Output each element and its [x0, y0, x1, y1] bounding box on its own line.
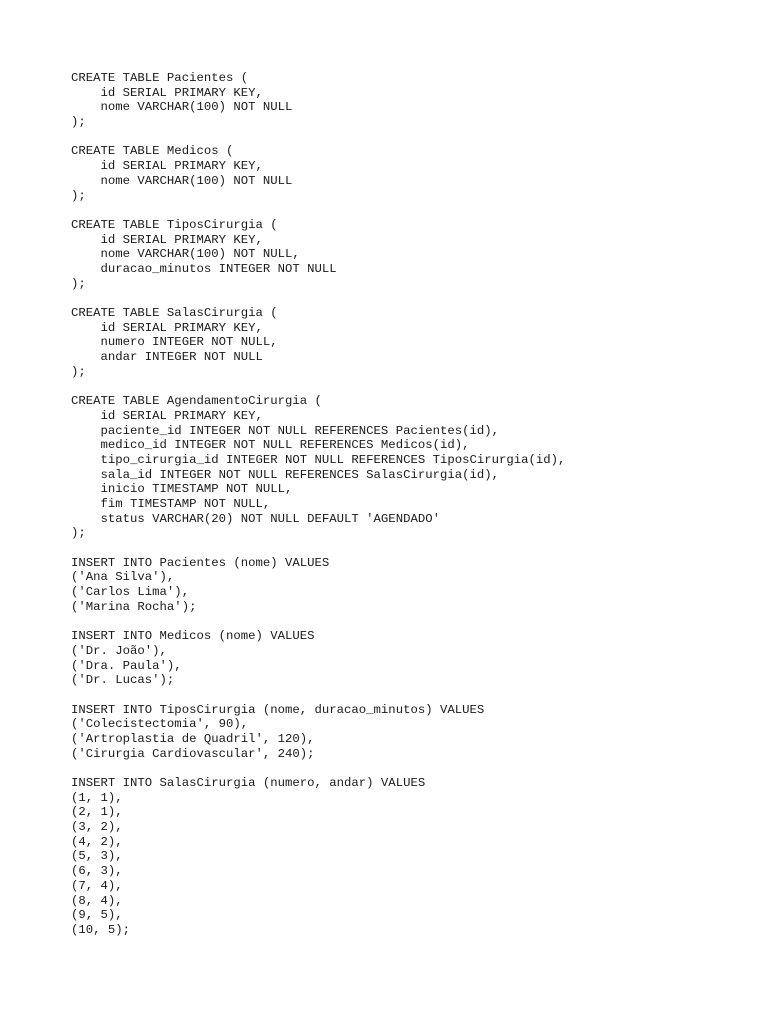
code-line: INSERT INTO Pacientes (nome) VALUES [71, 555, 330, 570]
code-line: (5, 3), [71, 849, 123, 864]
code-line: ('Dra. Paula'), [71, 658, 182, 673]
code-line: CREATE TABLE Pacientes ( [71, 71, 249, 85]
code-line: ('Ana Silva'), [71, 570, 175, 585]
code-line: nome VARCHAR(100) NOT NULL [71, 173, 293, 188]
code-line [71, 761, 751, 776]
code-line: sala_id INTEGER NOT NULL REFERENCES SalasCirurgia(id), [71, 467, 500, 482]
code-line: CREATE TABLE TiposCirurgia ( [71, 217, 278, 232]
code-line: id SERIAL PRIMARY KEY, [71, 320, 263, 335]
code-line: (10, 5); [71, 922, 131, 937]
code-line: nome VARCHAR(100) NOT NULL [71, 100, 293, 115]
code-line: (6, 3), [71, 864, 123, 879]
code-line: ('Dr. Lucas'); [71, 673, 175, 688]
code-line [71, 291, 751, 306]
code-line [71, 130, 751, 145]
code-line: duracao_minutos INTEGER NOT NULL [71, 261, 337, 276]
code-line: id SERIAL PRIMARY KEY, [71, 85, 263, 100]
code-line: ); [71, 526, 86, 541]
code-line [71, 203, 751, 218]
code-line: (4, 2), [71, 834, 123, 849]
code-line [71, 688, 751, 703]
code-line: ('Artroplastia de Quadril', 120), [71, 731, 315, 746]
code-line: inicio TIMESTAMP NOT NULL, [71, 482, 293, 497]
code-line: ('Colecistectomia', 90), [71, 717, 249, 732]
code-line: fim TIMESTAMP NOT NULL, [71, 496, 271, 511]
code-line: ('Cirurgia Cardiovascular', 240); [71, 746, 315, 761]
code-line [71, 379, 751, 394]
code-line: paciente_id INTEGER NOT NULL REFERENCES Pacientes(id), [71, 423, 500, 438]
code-line: ('Carlos Lima'), [71, 585, 190, 600]
code-line: (9, 5), [71, 908, 123, 923]
code-line: ('Marina Rocha'); [71, 599, 197, 614]
code-line: ); [71, 188, 86, 203]
code-line: ); [71, 276, 86, 291]
code-line: ('Dr. João'), [71, 643, 167, 658]
code-line: medico_id INTEGER NOT NULL REFERENCES Medicos(id), [71, 438, 470, 453]
code-line: (3, 2), [71, 820, 123, 835]
code-line: INSERT INTO TiposCirurgia (nome, duracao_minutos) VALUES [71, 702, 485, 717]
code-line: CREATE TABLE SalasCirurgia ( [71, 306, 278, 320]
code-line [71, 614, 751, 629]
code-line: id SERIAL PRIMARY KEY, [71, 232, 263, 247]
code-line [71, 541, 751, 556]
code-line: (8, 4), [71, 893, 123, 908]
code-line: INSERT INTO Medicos (nome) VALUES [71, 629, 315, 644]
code-line: nome VARCHAR(100) NOT NULL, [71, 247, 300, 262]
code-line: tipo_cirurgia_id INTEGER NOT NULL REFERENCES TiposCirurgia(id), [71, 452, 566, 467]
code-line: (2, 1), [71, 805, 123, 820]
sql-document [71, 71, 751, 938]
code-line: CREATE TABLE Medicos ( [71, 144, 234, 159]
code-line: ); [71, 364, 86, 379]
code-line: id SERIAL PRIMARY KEY, [71, 408, 263, 423]
code-line: status VARCHAR(20) NOT NULL DEFAULT 'AGENDADO' [71, 511, 440, 526]
code-line: ); [71, 115, 86, 130]
code-line: (1, 1), [71, 790, 123, 805]
code-line: andar INTEGER NOT NULL [71, 350, 263, 365]
code-line: (7, 4), [71, 878, 123, 893]
code-line: numero INTEGER NOT NULL, [71, 335, 278, 350]
code-line: INSERT INTO SalasCirurgia (numero, andar) VALUES [71, 776, 426, 790]
code-line: CREATE TABLE AgendamentoCirurgia ( [71, 394, 322, 409]
code-line: id SERIAL PRIMARY KEY, [71, 159, 263, 174]
